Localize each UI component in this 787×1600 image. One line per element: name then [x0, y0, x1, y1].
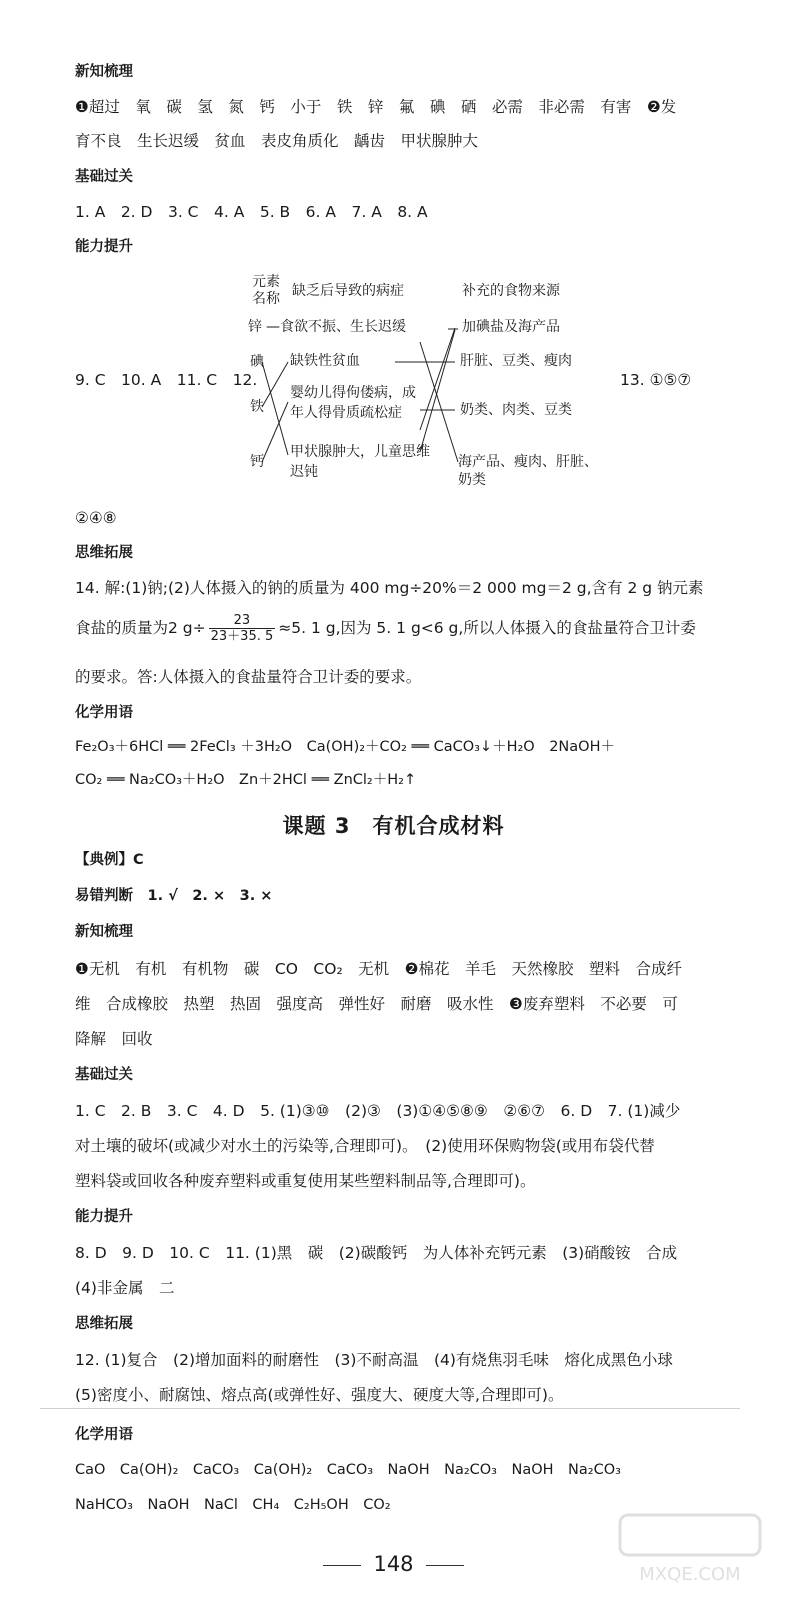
answer-line: ②④⑧: [75, 509, 117, 527]
answer-line: 1. A 2. D 3. C 4. A 5. B 6. A 7. A 8. A: [75, 203, 428, 221]
answer-line: 1. C 2. B 3. C 4. D 5. (1)③⑩ (2)③ (3)①④⑤⑧⑨ ②⑥⑦ 6. D 7. (1)减少: [75, 1102, 681, 1120]
disease-item: 婴幼儿得佝偻病，成: [290, 385, 416, 401]
judgment-answers: 易错判断 1. √ 2. × 3. ×: [75, 888, 273, 904]
example-answer: 【典例】C: [75, 852, 144, 868]
element-iron: 铁: [250, 399, 264, 415]
diagram-header-food: 补充的食物来源: [462, 283, 560, 299]
answer-line: (4)非金属 二: [75, 1279, 175, 1297]
answer-line: 9. C 10. A 11. C 12.: [75, 371, 258, 389]
answer-line: (5)密度小、耐腐蚀、熔点高(或弹性好、强度大、硬度大等,合理即可)。: [75, 1386, 564, 1404]
page-number-value: 148: [373, 1552, 414, 1576]
food-item: 奶类、肉类、豆类: [460, 402, 572, 418]
section-heading: 能力提升: [75, 1209, 133, 1225]
formula-line: NaHCO₃ NaOH NaCl CH₄ C₂H₅OH CO₂: [75, 1497, 391, 1513]
section-heading: 新知梳理: [75, 924, 133, 940]
food-item: 奶类: [458, 472, 486, 488]
matching-lines: [0, 0, 787, 520]
section-heading: 基础过关: [75, 1067, 133, 1083]
diagram-header-element: 名称: [252, 291, 280, 307]
answer-line: 14. 解:(1)钠;(2)人体摄入的钠的质量为 400 mg÷20%＝2 000 mg＝2 g,含有 2 g 钠元素: [75, 579, 704, 597]
answer-line: [75, 611, 696, 645]
answer-line: 13. ①⑤⑦: [620, 371, 692, 389]
section-heading: 思维拓展: [75, 545, 133, 561]
match-line: [420, 330, 455, 452]
text-segment: ≈5. 1 g,因为 5. 1 g<6 g,所以人体摄入的食盐量符合卫计委: [278, 619, 696, 637]
fraction-denominator: 23＋35. 5: [210, 629, 274, 644]
answer-line: 的要求。答:人体摄入的食盐量符合卫计委的要求。: [75, 668, 422, 686]
divider: [40, 1408, 740, 1409]
food-item: 海产品、瘦肉、肝脏、: [458, 454, 598, 470]
text-segment: 食盐的质量为2 g÷: [75, 619, 206, 637]
answer-line: 维 合成橡胶 热塑 热固 强度高 弹性好 耐磨 吸水性 ❸废弃塑料 不必要 可: [75, 995, 678, 1013]
diagram-header-element: 元素: [252, 274, 280, 290]
match-line: [420, 342, 458, 462]
element-calcium: 钙: [250, 454, 264, 470]
answer-line: 对土壤的破坏(或减少对水土的污染等,合理即可)。 (2)使用环保购物袋(或用布袋代替: [75, 1137, 655, 1155]
match-line: [420, 328, 455, 430]
disease-item: —食欲不振、生长迟缓: [266, 319, 406, 335]
equation-line: Fe₂O₃＋6HCl ══ 2FeCl₃ ＋3H₂O Ca(OH)₂＋CO₂ ══ CaCO₃↓＋H₂O 2NaOH＋: [75, 739, 615, 755]
formula-line: CaO Ca(OH)₂ CaCO₃ Ca(OH)₂ CaCO₃ NaOH Na₂CO₃ NaOH Na₂CO₃: [75, 1462, 621, 1478]
fraction-numerator: 23: [209, 613, 276, 629]
watermark-text: MXQE.COM: [639, 1564, 741, 1585]
section-heading: 新知梳理: [75, 64, 133, 80]
section-heading: 能力提升: [75, 239, 133, 255]
match-line: [262, 362, 288, 455]
food-item: 肝脏、豆类、瘦肉: [460, 353, 572, 369]
answer-line: ❶无机 有机 有机物 碳 CO CO₂ 无机 ❷棉花 羊毛 天然橡胶 塑料 合成纤: [75, 960, 683, 978]
section-heading: 化学用语: [75, 1427, 133, 1443]
page-dash-right: [426, 1565, 464, 1566]
match-line: [262, 402, 288, 462]
element-iodine: 碘: [250, 354, 264, 370]
disease-item: 缺铁性贫血: [290, 353, 360, 369]
disease-item: 迟钝: [290, 464, 318, 480]
answer-line: 8. D 9. D 10. C 11. (1)黑 碳 (2)碳酸钙 为人体补充钙元素 (3)硝酸铵 合成: [75, 1244, 678, 1262]
match-line: [262, 362, 288, 407]
disease-item: 年人得骨质疏松症: [290, 405, 402, 421]
element-zinc: 锌: [248, 319, 262, 335]
answer-line: ❶超过 氧 碳 氢 氮 钙 小于 铁 锌 氟 碘 硒 必需 非必需 有害 ❷发: [75, 98, 677, 116]
section-heading: 化学用语: [75, 705, 133, 721]
diagram-header-disease: 缺乏后导致的病症: [292, 283, 404, 299]
answer-line: 育不良 生长迟缓 贫血 表皮角质化 龋齿 甲状腺肿大: [75, 132, 479, 150]
answer-line: 12. (1)复合 (2)增加面料的耐磨性 (3)不耐高温 (4)有烧焦羽毛味 熔化成黑色小球: [75, 1351, 673, 1369]
lesson-title: 课题 3 有机合成材料: [282, 814, 505, 838]
food-item: 加碘盐及海产品: [462, 319, 560, 335]
watermark-logo: [600, 1510, 780, 1590]
equation-line: CO₂ ══ Na₂CO₃＋H₂O Zn＋2HCl ══ ZnCl₂＋H₂↑: [75, 772, 417, 788]
section-heading: 基础过关: [75, 169, 133, 185]
answer-line: 降解 回收: [75, 1030, 153, 1048]
page-dash-left: [323, 1565, 361, 1566]
disease-item: 甲状腺肿大，儿童思维: [290, 444, 430, 460]
section-heading: 思维拓展: [75, 1316, 133, 1332]
fraction: [209, 613, 276, 644]
answer-line: 塑料袋或回收各种废弃塑料或重复使用某些塑料制品等,合理即可)。: [75, 1172, 536, 1190]
